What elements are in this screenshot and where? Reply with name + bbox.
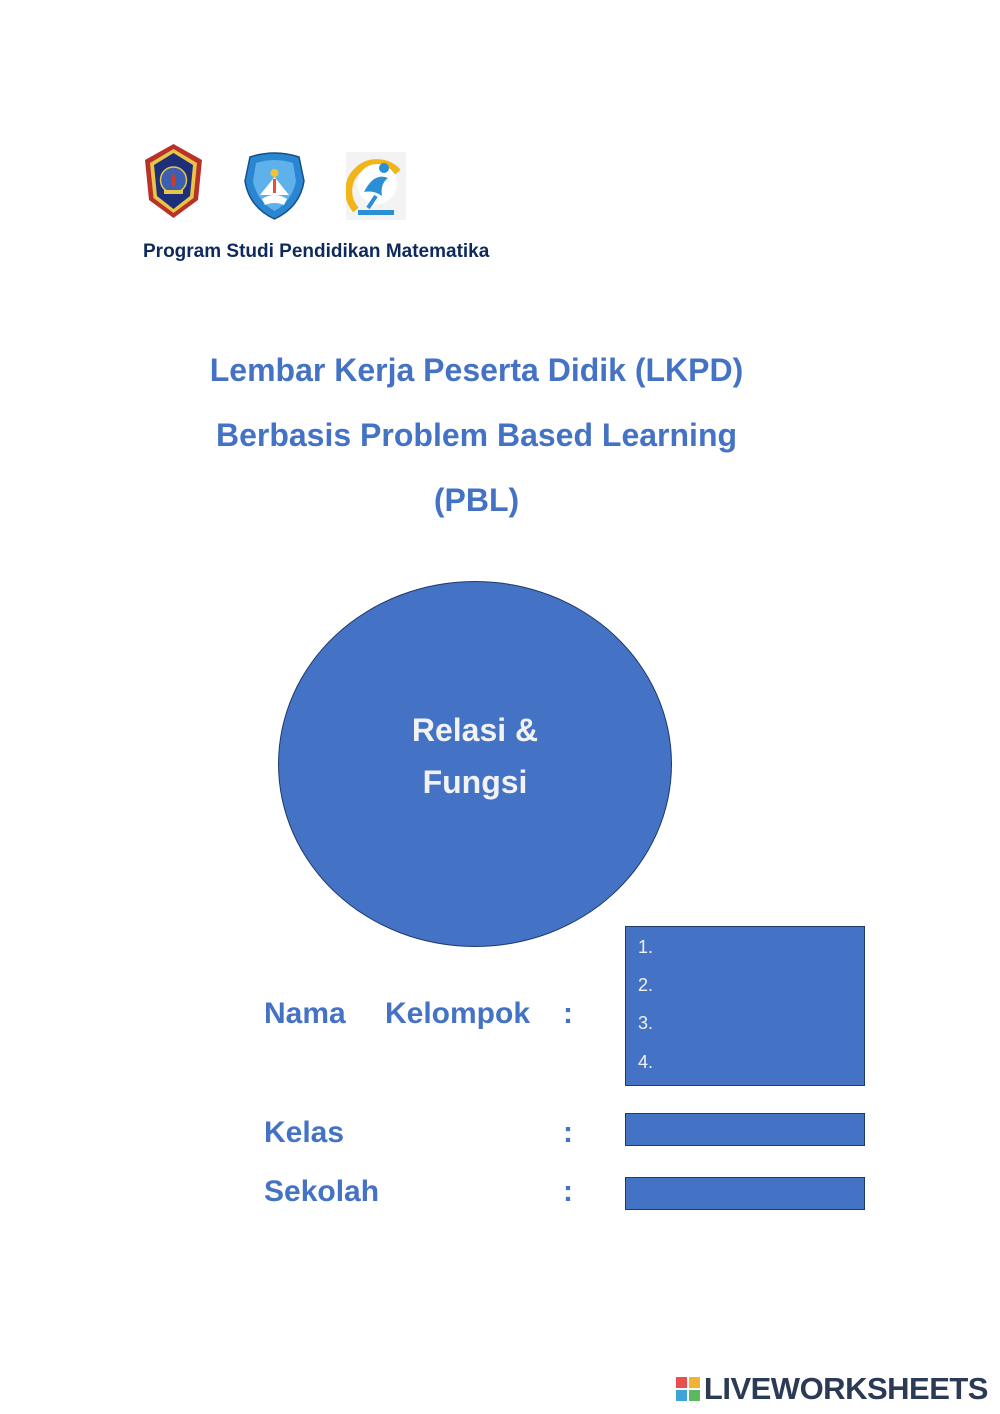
class-colon: : — [563, 1116, 573, 1149]
liveworksheets-watermark — [676, 1373, 988, 1405]
school-label: Sekolah — [264, 1175, 380, 1208]
class-label: Kelas — [264, 1116, 345, 1149]
group-name-label-2: Kelompok — [385, 997, 531, 1030]
liveworksheets-text: LIVEWORKSHEETS — [703, 1371, 988, 1406]
title-line-3: (PBL) — [433, 482, 520, 518]
liveworksheets-icon — [676, 1377, 700, 1401]
university-logo — [142, 142, 205, 220]
title-line-2: Berbasis Problem Based Learning — [215, 417, 738, 453]
topic-circle — [278, 581, 672, 947]
topic-line-2: Fungsi — [422, 764, 528, 800]
topic-line-1: Relasi & — [411, 712, 539, 748]
school-input-box[interactable] — [625, 1177, 865, 1210]
program-name: Program Studi Pendidikan Matematika — [143, 241, 490, 262]
member-4: 4. — [638, 1052, 654, 1072]
tut-wuri-handayani-logo — [242, 151, 307, 221]
member-2: 2. — [638, 975, 654, 995]
school-colon: : — [563, 1175, 573, 1208]
class-input-box[interactable] — [625, 1113, 865, 1146]
group-colon: : — [563, 997, 573, 1030]
title-line-1: Lembar Kerja Peserta Didik (LKPD) — [209, 352, 744, 388]
member-3: 3. — [638, 1013, 654, 1033]
member-1: 1. — [638, 937, 654, 957]
group-members-box[interactable] — [625, 926, 865, 1086]
kurikulum-2013-logo — [346, 152, 406, 220]
group-name-label-1: Nama — [264, 997, 346, 1030]
